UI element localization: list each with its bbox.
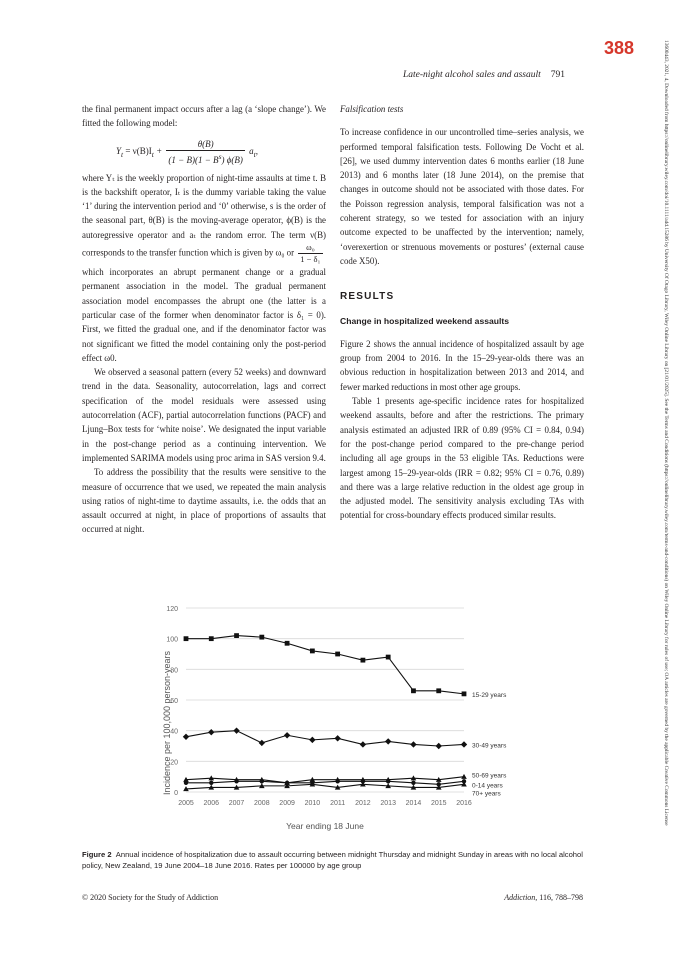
data-point xyxy=(436,688,441,693)
left-paragraph-1: the final permanent impact occurs after a lag (a ‘slope change’). We fitted the following model: xyxy=(82,104,326,129)
data-point xyxy=(309,737,315,743)
y-axis-label: Incidence per 100,000 person-years xyxy=(162,650,172,796)
data-point xyxy=(260,779,264,783)
series-label: 50-69 years xyxy=(472,772,507,780)
footer-copyright: © 2020 Society for the Study of Addiction xyxy=(82,893,219,902)
x-tick-label: 2013 xyxy=(380,800,396,807)
data-point xyxy=(209,636,214,641)
data-point xyxy=(410,741,416,747)
data-point xyxy=(285,641,290,646)
falsification-heading: Falsification tests xyxy=(340,104,404,114)
left-paragraph-2: where Yₜ is the weekly proportion of night-time assaults at time t. B is the backshift operator, Iₜ is the dummy variable taking the value ‘1’ during the intervention period and ‘0’ otherwise, s is the order of the seasonal part, θ(B) is the moving-average operator, ϕ(B) is the autoregressive operator and aₜ the random error. The term ν(B) corresponds to the transfer function which is given by ω₀ or $\frac{\text{ω₀}}{\text{1 − δ₁}}$ xyxy=(82,172,326,265)
data-point xyxy=(462,691,467,696)
series-line xyxy=(186,636,464,694)
y-tick-label: 120 xyxy=(166,606,178,613)
left-paragraph-5: To address the possibility that the results were sensitive to the measure of occurrence that we used, we repeated the main analysis using ratios of night-time to daytime assaults, i.e. the odds that an assault occurred at night, in place of proportions of assaults that occurred at night. xyxy=(82,467,326,535)
download-notice: 13600443, 2021, 4, Downloaded from https://onlinelibrary.wiley.com/doi/10.1111/add.15286 by University Of Otago Library, Wiley Online Library on [21/01/2025]. See the Terms and Conditions (https://onlinelibrary.wiley.com/terms-and-conditions) on Wiley Online Library for rules of use; OA articles are governed by the applicable Creative Commons License xyxy=(663,40,669,826)
x-tick-label: 2011 xyxy=(330,800,346,807)
results-subheading: Change in hospitalized weekend assaults xyxy=(340,315,510,326)
data-point xyxy=(461,741,467,747)
x-tick-labels xyxy=(178,800,472,807)
x-tick-label: 2016 xyxy=(456,800,472,807)
right-paragraph-3: Table 1 presents age-specific incidence rates for hospitalized weekend assaults, before and after the restrictions. The primary analysis estimated an adjusted IRR of 0.89 (95% CI = 0.84, 0.94) for the post-change period compared to the pre-change period including all age groups in the 53 eligible TAs. Reductions were largest among 15–29-year-olds (IRR = 0.82; 95% CI = 0.76, 0.89) and there was a large relative reduction in the oldest age group in the adjusted model. The sensitivity analysis excluding TAs with potential for cross-boundary effects produced similar results. xyxy=(340,396,584,521)
series-line xyxy=(186,784,464,789)
data-point xyxy=(234,779,238,783)
x-tick-label: 2008 xyxy=(254,800,270,807)
running-header xyxy=(403,70,565,80)
x-tick-label: 2007 xyxy=(228,800,245,807)
left-paragraph-3: which incorporates an abrupt permanent change or a gradual permanent association in the model. The gradual permanent association model encompasses the abrupt one (the latter is a particular case of the former when denominator factor is δ₁ = 0). First, we fitted the gradual one, and if the denominator factor was not significant we fitted the model containing only the post-period effect ω0. xyxy=(82,267,326,363)
y-tick-label: 40 xyxy=(170,728,178,736)
series-label: 70+ years xyxy=(472,790,501,798)
data-point xyxy=(335,652,340,657)
data-point xyxy=(385,738,391,744)
right-column xyxy=(340,102,584,523)
y-tick-label: 20 xyxy=(170,759,178,767)
data-point xyxy=(183,734,189,740)
footer-citation: Addiction, 116, 788–798 xyxy=(504,893,583,902)
data-point xyxy=(310,649,315,654)
y-tick-label: 60 xyxy=(170,698,178,705)
data-point xyxy=(361,658,366,663)
data-point xyxy=(386,779,390,783)
data-point xyxy=(335,779,339,783)
data-point xyxy=(259,635,264,640)
chart-gridlines xyxy=(186,608,464,792)
running-title: Late-night alcohol sales and assault xyxy=(403,70,541,80)
chart-series-markers xyxy=(183,633,467,791)
equation: $Y_t = \nu(B)I_t$ + $\frac{\theta(B)}{(1 - B)(1 - B^s) \phi(B)}$ $a_t$, xyxy=(116,138,258,165)
right-paragraph-1: To increase confidence in our uncontrolled time–series analysis, we performed temporal falsification tests. Following De Vocht et al. [26], we used dummy intervention dates 6 months earlier (18 June 2013) and 6 months later (18 June 2014), on the premise that changes in outcome should not be associated with those dates. For the Poisson regression analysis, temporal falsification was not a coherent strategy, so we tested for association with an injury outcome expected to be unaffected by the intervention; namely, ‘overexertion or strenuous movements or postures’ (external cause code X50). xyxy=(340,127,584,266)
data-point xyxy=(360,741,366,747)
data-point xyxy=(233,727,239,733)
data-point xyxy=(411,781,415,785)
data-point xyxy=(436,743,442,749)
results-heading: RESULTS xyxy=(340,291,395,303)
right-paragraph-2: Figure 2 shows the annual incidence of hospitalized assault by age group from 2004 to 2016. In the 15–29-year-olds there was an obvious reduction in hospitalization between 2013 and 2014, and fewer marked reductions in most other age groups. xyxy=(340,338,584,392)
x-tick-label: 2005 xyxy=(178,800,194,807)
x-tick-label: 2012 xyxy=(355,800,371,807)
data-point xyxy=(234,633,239,638)
series-label: 30-49 years xyxy=(472,742,507,750)
x-tick-label: 2014 xyxy=(405,800,422,807)
data-point xyxy=(259,740,265,746)
data-point xyxy=(209,781,213,785)
data-point xyxy=(184,781,188,785)
y-tick-label: 100 xyxy=(166,636,178,644)
page-number: 791 xyxy=(550,70,565,80)
x-tick-label: 2010 xyxy=(304,800,321,807)
x-tick-label: 2015 xyxy=(430,800,447,807)
data-point xyxy=(386,655,391,660)
series-line xyxy=(186,731,464,746)
data-point xyxy=(334,735,340,741)
figure-2-chart xyxy=(120,600,610,845)
series-line xyxy=(186,781,464,784)
left-column xyxy=(82,102,326,537)
x-tick-label: 2006 xyxy=(203,800,220,807)
y-tick-label: 80 xyxy=(170,667,178,675)
x-axis-label: Year ending 18 June xyxy=(286,821,364,831)
series-labels xyxy=(472,692,507,797)
series-label: 0-14 years xyxy=(472,782,503,790)
page-tag: 388 xyxy=(604,38,635,58)
data-point xyxy=(411,688,416,693)
left-paragraph-4: We observed a seasonal pattern (every 52 weeks) and downward trend in the data. Seasonality, autocorrelation, lags and correct specification of the model residuals were assessed using autocorrelation (ACF), partial autocorrelation functions (PACF) and Ljung–Box tests for ‘white noise’. We designated the input variable in the post-change period as a continuing intervention. We implemented SARIMA models using proc arima in SAS version 9.4. xyxy=(82,367,326,463)
data-point xyxy=(184,636,189,641)
figure-caption: Figure 2 Annual incidence of hospitalization due to assault occurring between midnight Thursday and midnight Sunday in areas with no local alcohol policy, New Zealand, 19 June 2004–18 June 2016. Rates per 100000 by age group xyxy=(82,850,583,870)
data-point xyxy=(284,732,290,738)
series-label: 15-29 years xyxy=(472,691,507,699)
y-tick-label: 0 xyxy=(174,790,178,797)
data-point xyxy=(208,729,214,735)
x-tick-label: 2009 xyxy=(279,800,295,807)
chart-series-lines xyxy=(186,636,464,789)
